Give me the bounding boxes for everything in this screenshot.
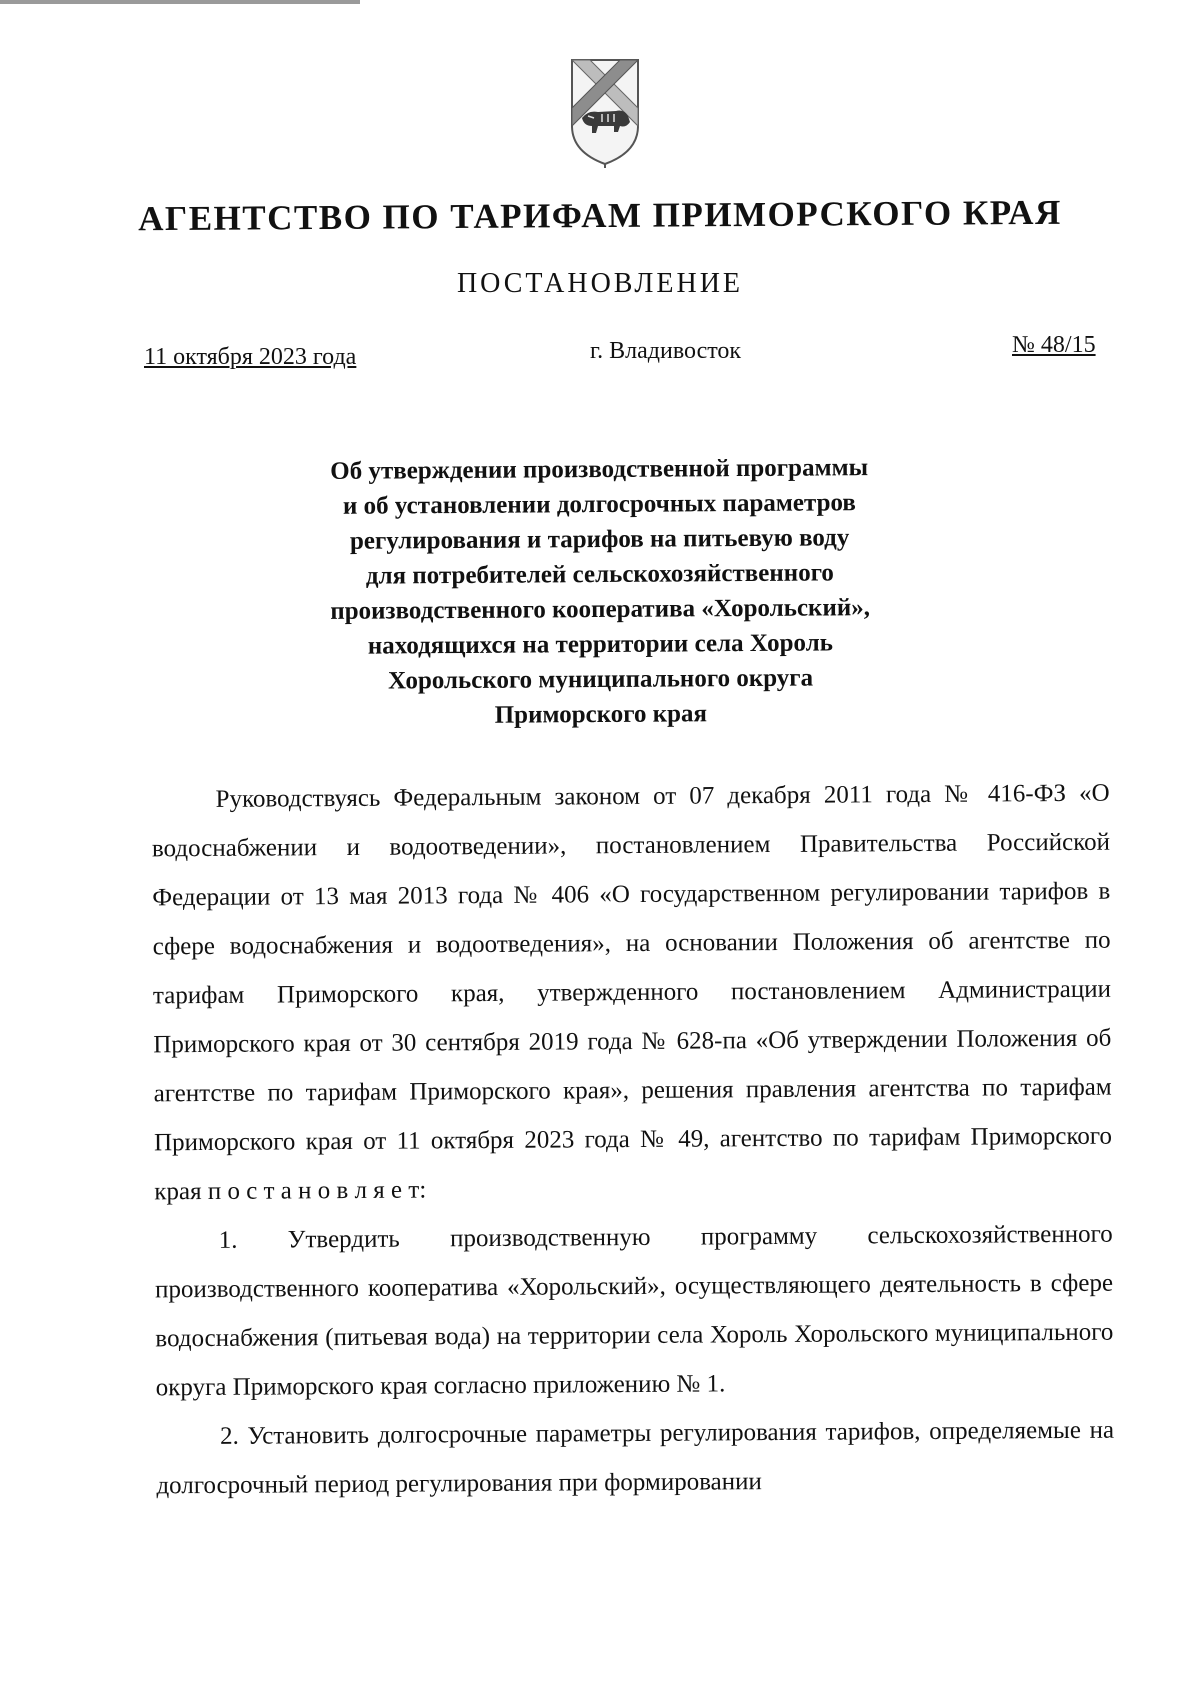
title-line: для потребителей сельскохозяйственного [365, 559, 834, 590]
title-line: регулирования и тарифов на питьевую воду [349, 524, 850, 555]
preamble-text: Руководствуясь Федеральным законом от 07 декабря 2011 года № 416-ФЗ «О водоснабжении и водоотведении», постановлением Правительства Российской Федерации от 13 мая 2013 года № 406 «О государственном регулировании тарифов в сфере водоснабжения и водоотведения», на основании Положения об агентстве по тарифам Приморского края, утвержденного постановлением Администрации Приморского края от 30 сентября 2019 года № 628-па «Об утверждении Положения об агентстве по тарифам Приморского края», решения правления агентства по тарифам Приморского края от 11 октября 2023 года № 49, агентство по тарифам Приморского края [151, 779, 1113, 1206]
document-date: 11 октября 2023 года [144, 344, 357, 370]
title-line: производственного кооператива «Хорольский», [330, 594, 871, 625]
scan-edge-rule [0, 0, 360, 4]
title-line: Хорольского муниципального округа [388, 664, 814, 695]
title-line: и об установлении долгосрочных параметров [342, 489, 856, 520]
title-line: Об утверждении производственной программы [330, 454, 869, 485]
agency-name: АГЕНТСТВО ПО ТАРИФАМ ПРИМОРСКОГО КРАЯ [138, 192, 1062, 239]
document-type: ПОСТАНОВЛЕНИЕ [456, 268, 744, 299]
coat-of-arms-icon [568, 56, 642, 168]
preamble-paragraph [151, 769, 1112, 1217]
title-line: находящихся на территории села Хороль [367, 629, 834, 660]
item-2-paragraph: 2. Установить долгосрочные параметры регулирования тарифов, определяемые на долгосрочный период регулирования при формировании [156, 1416, 1115, 1500]
document-number: № 48/15 [1012, 332, 1096, 358]
title-line: Приморского края [494, 700, 708, 729]
document-city: г. Владивосток [590, 338, 742, 364]
decree-word: п о с т а н о в л я е т: [207, 1176, 427, 1205]
document-title [239, 449, 961, 734]
item-1-paragraph: 1. Утвердить производственную программу сельскохозяйственного производственного кооператива «Хорольский», осуществляющего деятельность в сфере водоснабжения (питьевая вода) на территории села Хороль Хорольского муниципального округа Приморского края согласно приложению № 1. [154, 1220, 1114, 1402]
document-body [151, 769, 1114, 1511]
